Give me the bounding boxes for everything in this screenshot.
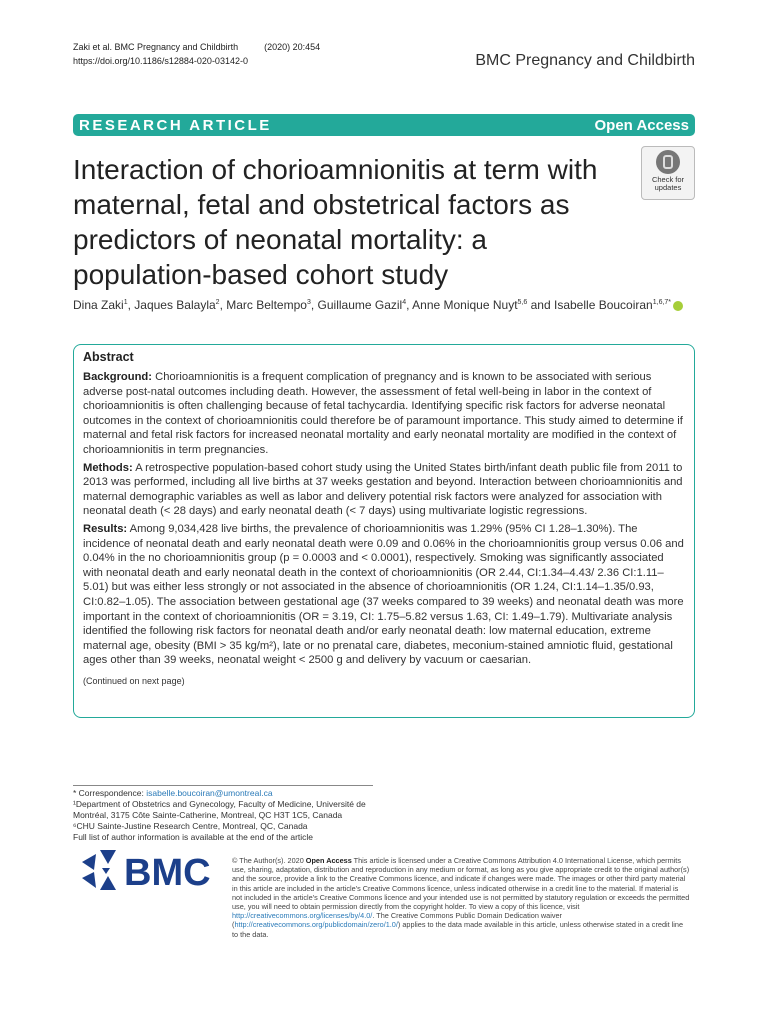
cc-zero-link[interactable]: http://creativecommons.org/publicdomain/zero/1.0/ bbox=[234, 920, 398, 930]
citation-year-volume: (2020) 20:454 bbox=[264, 42, 321, 52]
article-title: Interaction of chorioamnionitis at term with maternal, fetal and obstetrical factors as predictors of neonatal mortality: a population-based cohort study bbox=[73, 154, 598, 290]
badge-line-2: updates bbox=[654, 183, 682, 192]
author-affiliation: 4 bbox=[402, 299, 407, 306]
abstract-results bbox=[83, 522, 685, 668]
footnote-divider bbox=[73, 785, 373, 786]
author-name: Dina Zaki bbox=[73, 298, 124, 312]
open-access-label: Open Access bbox=[594, 116, 689, 134]
background-label: Background: bbox=[83, 371, 152, 383]
background-text: Chorioamnionitis is a frequent complication of pregnancy and is known to be associated with serious adverse post-natal outcomes including death. However, the assessment of fetal well-being in labor in the context of chorioamnionitis is often challenging because of fetal tachycardia. Identifying specific risk factors for adverse neonatal outcomes in the context of chorioamnionitis could therefore be of paramount importance. This study aimed to determine if maternal and fetal risk factors for increased neonatal mortality and early neonatal mortality are modified in the context of chorioamnionitis in term pregnancies. bbox=[83, 371, 683, 456]
license-text-1: This article is licensed under a Creative Commons Attribution 4.0 International License, which permits use, sharing, adaptation, distribution and reproduction in any medium or format, as long as you give appropriate credit to the original author(s) and the source, provide a link to the Creative Commons licence, and indicate if changes were made. The images or other third party material in this article are included in the article's Creative Commons licence, unless indicated otherwise in a credit line to the material. If material is not included in the article's Creative Commons licence and your intended use is not permitted by statutory regulation or exceeds the permitted use, you will need to obtain permission directly from the copyright holder. To view a copy of this licence, visit bbox=[232, 856, 690, 912]
badge-line-1: Check for bbox=[651, 175, 685, 184]
logo-mark-icon bbox=[82, 850, 116, 890]
affiliation-6: ⁶CHU Sainte-Justine Research Centre, Montreal, QC, Canada bbox=[73, 821, 308, 831]
license-statement bbox=[232, 856, 690, 939]
correspondence bbox=[73, 788, 383, 799]
license-open-access: Open Access bbox=[305, 856, 352, 865]
full-list-note: Full list of author information is available at the end of the article bbox=[73, 832, 314, 842]
abstract-heading: Abstract bbox=[83, 350, 134, 364]
correspondence-label: * Correspondence: bbox=[73, 788, 144, 798]
logo-text: BMC bbox=[124, 852, 211, 892]
author-name: Isabelle Boucoiran bbox=[554, 298, 653, 312]
results-text: Among 9,034,428 live births, the prevalence of chorioamnionitis was 1.29% (95% CI 1.28–1.30%). The incidence of neonatal death and early neonatal death were 0.09 and 0.06% in the chorioamnionitis group versus 0.06 and 0.04% in the no chorioamnionitis group (p = 0.0003 and < 0.0001), respectively. Smoking was significantly associated with neonatal death and early neonatal death in the context of chorioamnionitis (OR 2.44, CI:1.34–4.43/ 2.36 CI:1.11–5.01) but was either less strongly or not associated in the absence of chorioamnionitis (OR 1.24, CI:1.14–1.35/0.93, CI:0.82–1.05). The association between gestational age (37 weeks compared to 39 weeks) and neonatal death was more important in the context of chorioamnionitis (OR = 3.19, CI: 1.75–5.82 versus 1.63, CI: 1.49–1.79). Multivariate analysis identified the following risk factors for neonatal death and/or early neonatal death: low maternal education, extreme maternal age, obesity (BMI > 35 kg/m²), late or no prenatal care, diabetes, meconium-stained amniotic fluid, gestational ages other than 39 weeks, neonatal weight < 2500 g and delivery by vacuum or caesarian. bbox=[83, 522, 684, 667]
license-text-3: ) applies to the data made available in this article, unless otherwise stated in a credit line to the data. bbox=[232, 920, 684, 939]
author-list: Dina Zaki$^1$, Jaques Balayla$^2$, Marc Beltempo$^3$, Guillaume Gazil$^4$, Anne Monique Nuyt$^{5,6}$ and Isabelle Boucoiran$^{1,6,7*}$ bbox=[73, 298, 713, 312]
citation-line bbox=[73, 40, 346, 54]
methods-label: Methods: bbox=[83, 461, 133, 474]
affiliation-1: ¹Department of Obstetrics and Gynecology, Faculty of Medicine, Université de Montréal, 3175 Côte Sainte-Catherine, Montreal, QC H3T 1C5, Canada bbox=[73, 799, 366, 820]
cc-by-link[interactable]: http://creativecommons.org/licenses/by/4.0/ bbox=[232, 911, 373, 921]
copyright: © The Author(s). 2020 bbox=[232, 856, 304, 865]
continued-note: (Continued on next page) bbox=[83, 675, 185, 686]
badge-text bbox=[642, 176, 694, 192]
abstract-box bbox=[73, 344, 695, 718]
bmc-logo bbox=[78, 848, 218, 892]
check-for-updates-badge[interactable] bbox=[641, 146, 695, 200]
methods-text: A retrospective population-based cohort study using the United States birth/infant death public file from 2011 to 2013 was performed, including all live births at 37 weeks gestation and beyond. Interaction between chorioamnionitis and maternal demographic variables as well as labor and delivery potential risk factors were analyzed for association with neonatal death (< 28 days) and early neonatal death (< 7 days) using multivariate logistic regressions. bbox=[83, 461, 683, 518]
author-affiliation: 5,6 bbox=[517, 299, 528, 306]
author-name: Marc Beltempo bbox=[226, 298, 307, 312]
correspondence-email[interactable]: isabelle.boucoiran@umontreal.ca bbox=[146, 788, 273, 798]
author-name: Jaques Balayla bbox=[134, 298, 216, 312]
author-conjunction: and bbox=[530, 298, 551, 312]
article-type-banner bbox=[73, 114, 695, 136]
footnotes bbox=[73, 785, 383, 843]
citation-authors: Zaki et al. BMC Pregnancy and Childbirth bbox=[73, 42, 239, 52]
check-for-updates-icon bbox=[656, 150, 680, 174]
author-affiliation: 3 bbox=[306, 299, 311, 306]
results-label: Results: bbox=[83, 522, 128, 535]
license-text-2: . The Creative Commons Public Domain Dedication waiver ( bbox=[232, 911, 562, 930]
orcid-icon[interactable] bbox=[673, 301, 683, 311]
author-name: Anne Monique Nuyt bbox=[412, 298, 518, 312]
author-name: Guillaume Gazil bbox=[317, 298, 403, 312]
journal-name: BMC Pregnancy and Childbirth bbox=[475, 52, 695, 69]
abstract-methods bbox=[83, 461, 685, 519]
author-affiliation: 1,6,7* bbox=[652, 299, 672, 306]
doi-link[interactable]: https://doi.org/10.1186/s12884-020-03142-0 bbox=[73, 56, 248, 66]
author-affiliation: 1 bbox=[123, 299, 128, 306]
abstract-background bbox=[83, 370, 685, 458]
citation-header bbox=[73, 40, 346, 68]
author-affiliation: 2 bbox=[215, 299, 220, 306]
article-type-label: RESEARCH ARTICLE bbox=[79, 116, 272, 134]
